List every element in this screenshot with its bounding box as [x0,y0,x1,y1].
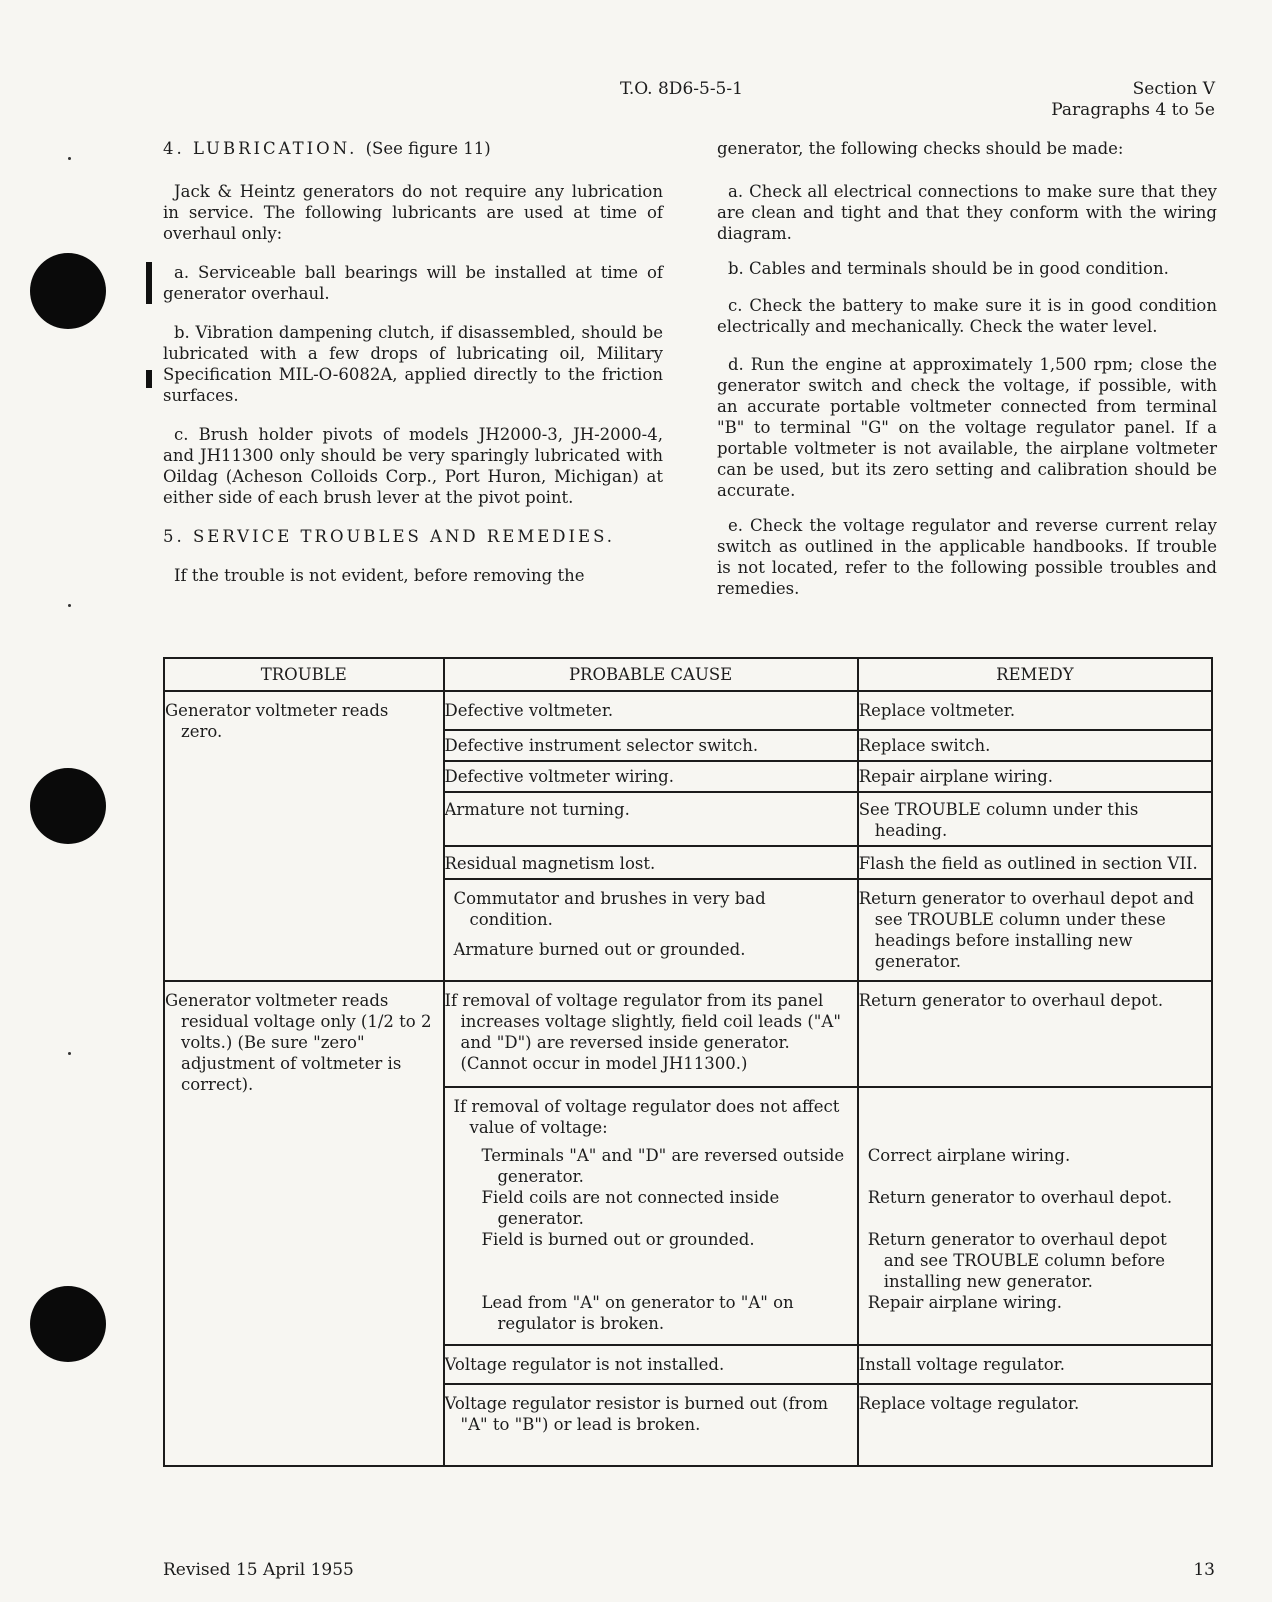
cause-text: Defective instrument selector switch. [444,736,759,755]
paragraph-5-heading: 5. SERVICE TROUBLES AND REMEDIES. [163,527,616,546]
remedy-text: Replace voltage regulator. [858,1394,1080,1413]
paragraph-4-intro: Jack & Heintz generators do not require any lubrication in service. The following lubricants are used at time of overhaul only: [163,182,663,243]
cause-text: Voltage regulator resistor is burned out (from "A" to "B") or lead is broken. [444,1394,829,1434]
margin-mark [68,1052,71,1055]
trouble-cell [164,691,444,981]
binder-hole-top [30,253,106,329]
cause-text: Commutator and brushes in very bad condition. [453,889,766,929]
remedy-text: Replace switch. [858,736,991,755]
remedy-text: Return generator to overhaul depot. [858,991,1164,1010]
paragraphs-label: Paragraphs 4 to 5e [1051,100,1215,120]
cause-text: Defective voltmeter. [444,701,614,720]
margin-mark [68,157,71,160]
paragraph-5e: e. Check the voltage regulator and reverse current relay switch as outlined in the applicable handbooks. If trouble is not located, refer to the following possible troubles and remedies. [717,516,1217,598]
paragraph-4a: a. Serviceable ball bearings will be installed at time of generator overhaul. [163,263,663,303]
remedy-text: Return generator to overhaul depot and see TROUBLE column before installing new generator. [867,1230,1167,1291]
sub-cause-text: Terminals "A" and "D" are reversed outside generator. [481,1146,845,1186]
cause-text: Defective voltmeter wiring. [444,767,674,786]
troubleshooting-table [163,657,1213,1467]
sub-cause-text: Field is burned out or grounded. [481,1230,755,1249]
page-number: 13 [1193,1560,1215,1580]
trouble-text: Generator voltmeter reads residual voltage only (1/2 to 2 volts.) (Be sure "zero" adjustment of voltmeter is correct). [165,991,432,1094]
cause-text: Armature burned out or grounded. [453,940,746,959]
cause-text: Armature not turning. [444,800,630,819]
change-bar [146,262,152,304]
table-row [164,691,1212,730]
sub-cause-text: Field coils are not connected inside generator. [481,1188,780,1228]
trouble-cell [164,981,444,1466]
remedy-text: Install voltage regulator. [858,1355,1065,1374]
paragraph-5-continued: generator, the following checks should be made: [717,139,1124,158]
header-probable-cause: PROBABLE CAUSE [444,658,858,691]
change-bar [146,370,152,388]
paragraph-5c: c. Check the battery to make sure it is in good condition electrically and mechanically. Check the water level. [717,296,1217,336]
remedy-text: See TROUBLE column under this heading. [858,800,1139,840]
left-column [163,138,663,604]
remedy-text: Repair airplane wiring. [858,767,1053,786]
header-trouble: TROUBLE [164,658,444,691]
trouble-text: Generator voltmeter reads zero. [165,701,389,741]
table-header-row [164,658,1212,691]
paragraph-4c: c. Brush holder pivots of models JH2000-3, JH-2000-4, and JH11300 only should be very sparingly lubricated with Oildag (Acheson Colloids Corp., Port Huron, Michigan) at either side of each brush lever at the pivot point. [163,425,663,507]
paragraph-4b: b. Vibration dampening clutch, if disassembled, should be lubricated with a few drops of lubricating oil, Military Specification MIL-O-6082A, applied directly to the friction surfaces. [163,323,663,405]
revision-date: Revised 15 April 1955 [163,1560,354,1580]
right-column [717,138,1217,617]
remedy-text: Correct airplane wiring. [867,1146,1071,1165]
margin-mark [68,604,71,607]
remedy-text: Return generator to overhaul depot. [867,1188,1173,1207]
cause-text: If removal of voltage regulator does not affect value of voltage: [453,1097,840,1137]
binder-hole-middle [30,768,106,844]
table-row [164,981,1212,1087]
paragraph-5b: b. Cables and terminals should be in good condition. [728,259,1169,278]
remedy-text: Repair airplane wiring. [867,1293,1062,1312]
cause-text: If removal of voltage regulator from its panel increases voltage slightly, field coil leads ("A" and "D") are reversed inside generator. (Cannot occur in model JH11300.) [444,991,841,1073]
remedy-text: Return generator to overhaul depot and see TROUBLE column under these headings before installing new generator. [858,889,1195,971]
sub-cause-text: Lead from "A" on generator to "A" on regulator is broken. [481,1293,794,1333]
to-number: T.O. 8D6-5-5-1 [620,79,743,99]
paragraph-5d: d. Run the engine at approximately 1,500 rpm; close the generator switch and check the voltage, if possible, with an accurate portable voltmeter connected from terminal "B" to terminal "G" on the voltage regulator panel. If a portable voltmeter is not available, the airplane voltmeter can be used, but its zero setting and calibration should be accurate. [717,355,1217,500]
paragraph-4-title: 4. LUBRICATION. [163,139,358,158]
paragraph-4-heading [163,138,663,159]
cause-text: Residual magnetism lost. [444,854,656,873]
remedy-text: Replace voltmeter. [858,701,1016,720]
binder-hole-bottom [30,1286,106,1362]
remedy-text: Flash the field as outlined in section VII. [858,854,1198,873]
cause-text: Voltage regulator is not installed. [444,1355,725,1374]
figure-reference: (See figure 11) [365,139,491,158]
paragraph-5-intro: If the trouble is not evident, before removing the [174,566,585,585]
paragraph-5a: a. Check all electrical connections to make sure that they are clean and tight and that they conform with the wiring diagram. [717,182,1217,243]
section-label: Section V [1132,79,1215,99]
header-remedy: REMEDY [858,658,1212,691]
